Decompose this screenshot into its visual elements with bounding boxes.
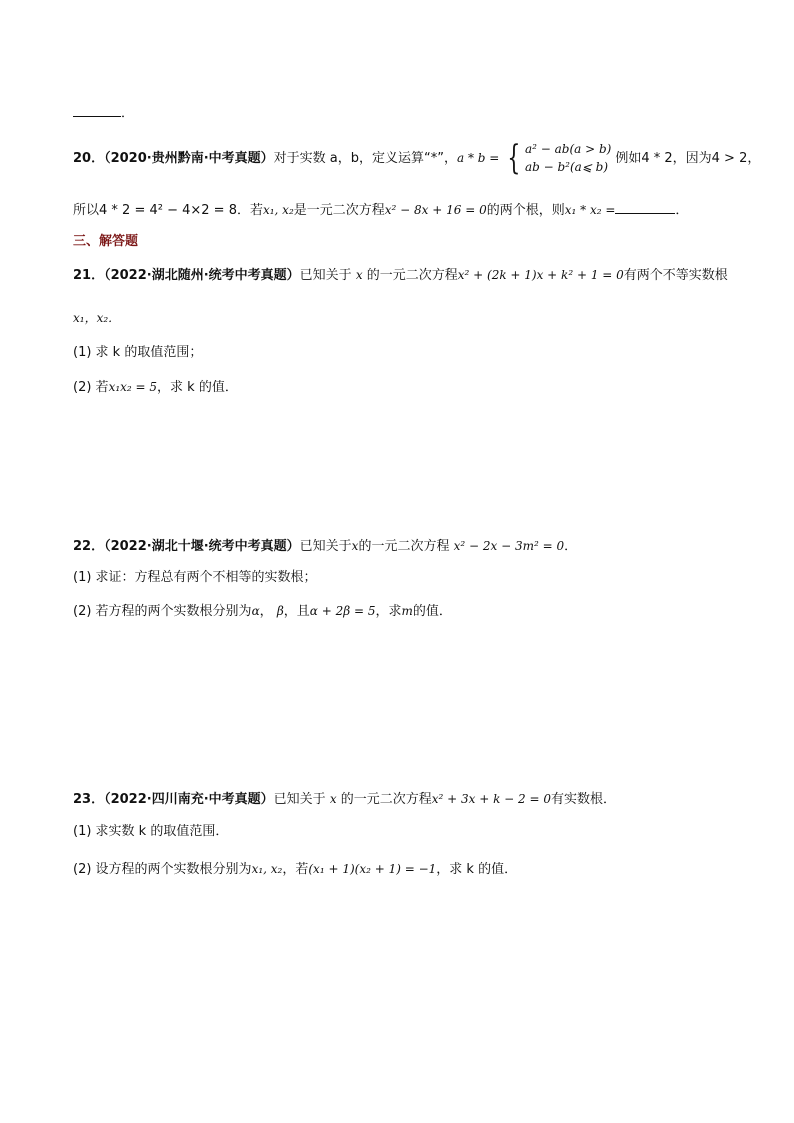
q20-line2: 所以4 * 2 = 4² − 4×2 = 8．若x₁, x₂是一元二次方程x² − 8x + 16 = 0的两个根，则x₁ * x₂ = ． (73, 203, 689, 218)
question-source: （2022·四川南充·中考真题） (104, 792, 274, 807)
q21-line1 (73, 265, 728, 286)
case-1: a² − ab(a > b) (524, 142, 612, 156)
variable: x (351, 539, 359, 553)
roots: x₁, x₂ (262, 203, 294, 217)
question-text: 已知关于 (273, 792, 326, 807)
question-text: 的两个根，则 (486, 203, 565, 218)
q22-part2: (2) 若方程的两个实数根分别为α， β，且α + 2β = 5，求m的值． (73, 604, 452, 619)
q21-part1: (1) 求 k 的取值范围； (73, 345, 203, 360)
q21-part2: (2) 若x₁x₂ = 5，求 k 的值． (73, 380, 238, 395)
question-text: 对于实数 a，b，定义运算“*”， (273, 151, 457, 166)
question-source: （2022·湖北随州·统考中考真题） (104, 268, 300, 283)
question-text: 的一元二次方程 (366, 268, 458, 283)
condition: x₁x₂ = 5 (108, 380, 158, 394)
operation-lhs: a * b = (456, 151, 500, 165)
equation: x² + 3x + k − 2 = 0 (431, 792, 552, 806)
question-text: 所以4 * 2 = 4² − 4×2 = 8．若 (73, 203, 263, 218)
question-number: 20． (73, 151, 105, 166)
answer-blank (73, 116, 121, 117)
roots: x₁, x₂ (251, 862, 283, 876)
question-text: 已知关于 (299, 268, 352, 283)
expression: x₁ * x₂ = (564, 203, 616, 217)
condition: α + 2β = 5 (309, 604, 376, 618)
q23-part2: (2) 设方程的两个实数根分别为x₁, x₂，若(x₁ + 1)(x₂ + 1) = −1，求 k 的值． (73, 862, 518, 877)
variable: m (401, 604, 413, 618)
question-text: 的一元二次方程 (340, 792, 432, 807)
answer-blank (615, 213, 675, 214)
piecewise-definition (503, 139, 611, 179)
variable: x (329, 792, 337, 806)
beta: β (276, 604, 284, 618)
question-number: 21． (73, 268, 105, 283)
case-2: ab − b²(a⩽ b) (524, 160, 609, 174)
q23-part1: (1) 求实数 k 的取值范围． (73, 824, 229, 839)
equation: x² − 2x − 3m² = 0 (453, 539, 565, 553)
equation: x² + (2k + 1)x + k² + 1 = 0 (457, 268, 624, 282)
cases (525, 140, 611, 176)
q22-line1: 22．（2022·湖北十堰·统考中考真题）已知关于x的一元二次方程 x² − 2x − 3m² = 0． (73, 539, 578, 554)
q22-part1: (1) 求证：方程总有两个不相等的实数根； (73, 570, 317, 585)
question-text: 有两个不等实数根 (623, 268, 728, 283)
question-source: （2022·湖北十堰·统考中考真题） (104, 539, 300, 554)
question-source: （2020·贵州黔南·中考真题） (104, 151, 274, 166)
question-number: 23． (73, 792, 105, 807)
alpha: α (251, 604, 260, 618)
question-text: 已知关于 (299, 539, 352, 554)
question-number: 22． (73, 539, 105, 554)
question-text: 的一元二次方程 (358, 539, 450, 554)
section-title: 三、解答题 (73, 234, 139, 249)
question-text: 例如4 * 2，因为4 > 2， (615, 151, 761, 166)
variable: x (355, 268, 363, 282)
condition: (x₁ + 1)(x₂ + 1) = −1 (308, 862, 437, 876)
q23-line1 (73, 789, 616, 810)
question-text: 有实数根． (551, 792, 617, 807)
left-brace: { (507, 138, 521, 178)
q21-roots: x₁，x₂． (73, 311, 121, 325)
equation: x² − 8x + 16 = 0 (384, 203, 487, 217)
q19-answer-line: ． (73, 104, 134, 124)
q20-line1 (73, 138, 760, 179)
question-text: 是一元二次方程 (293, 203, 385, 218)
